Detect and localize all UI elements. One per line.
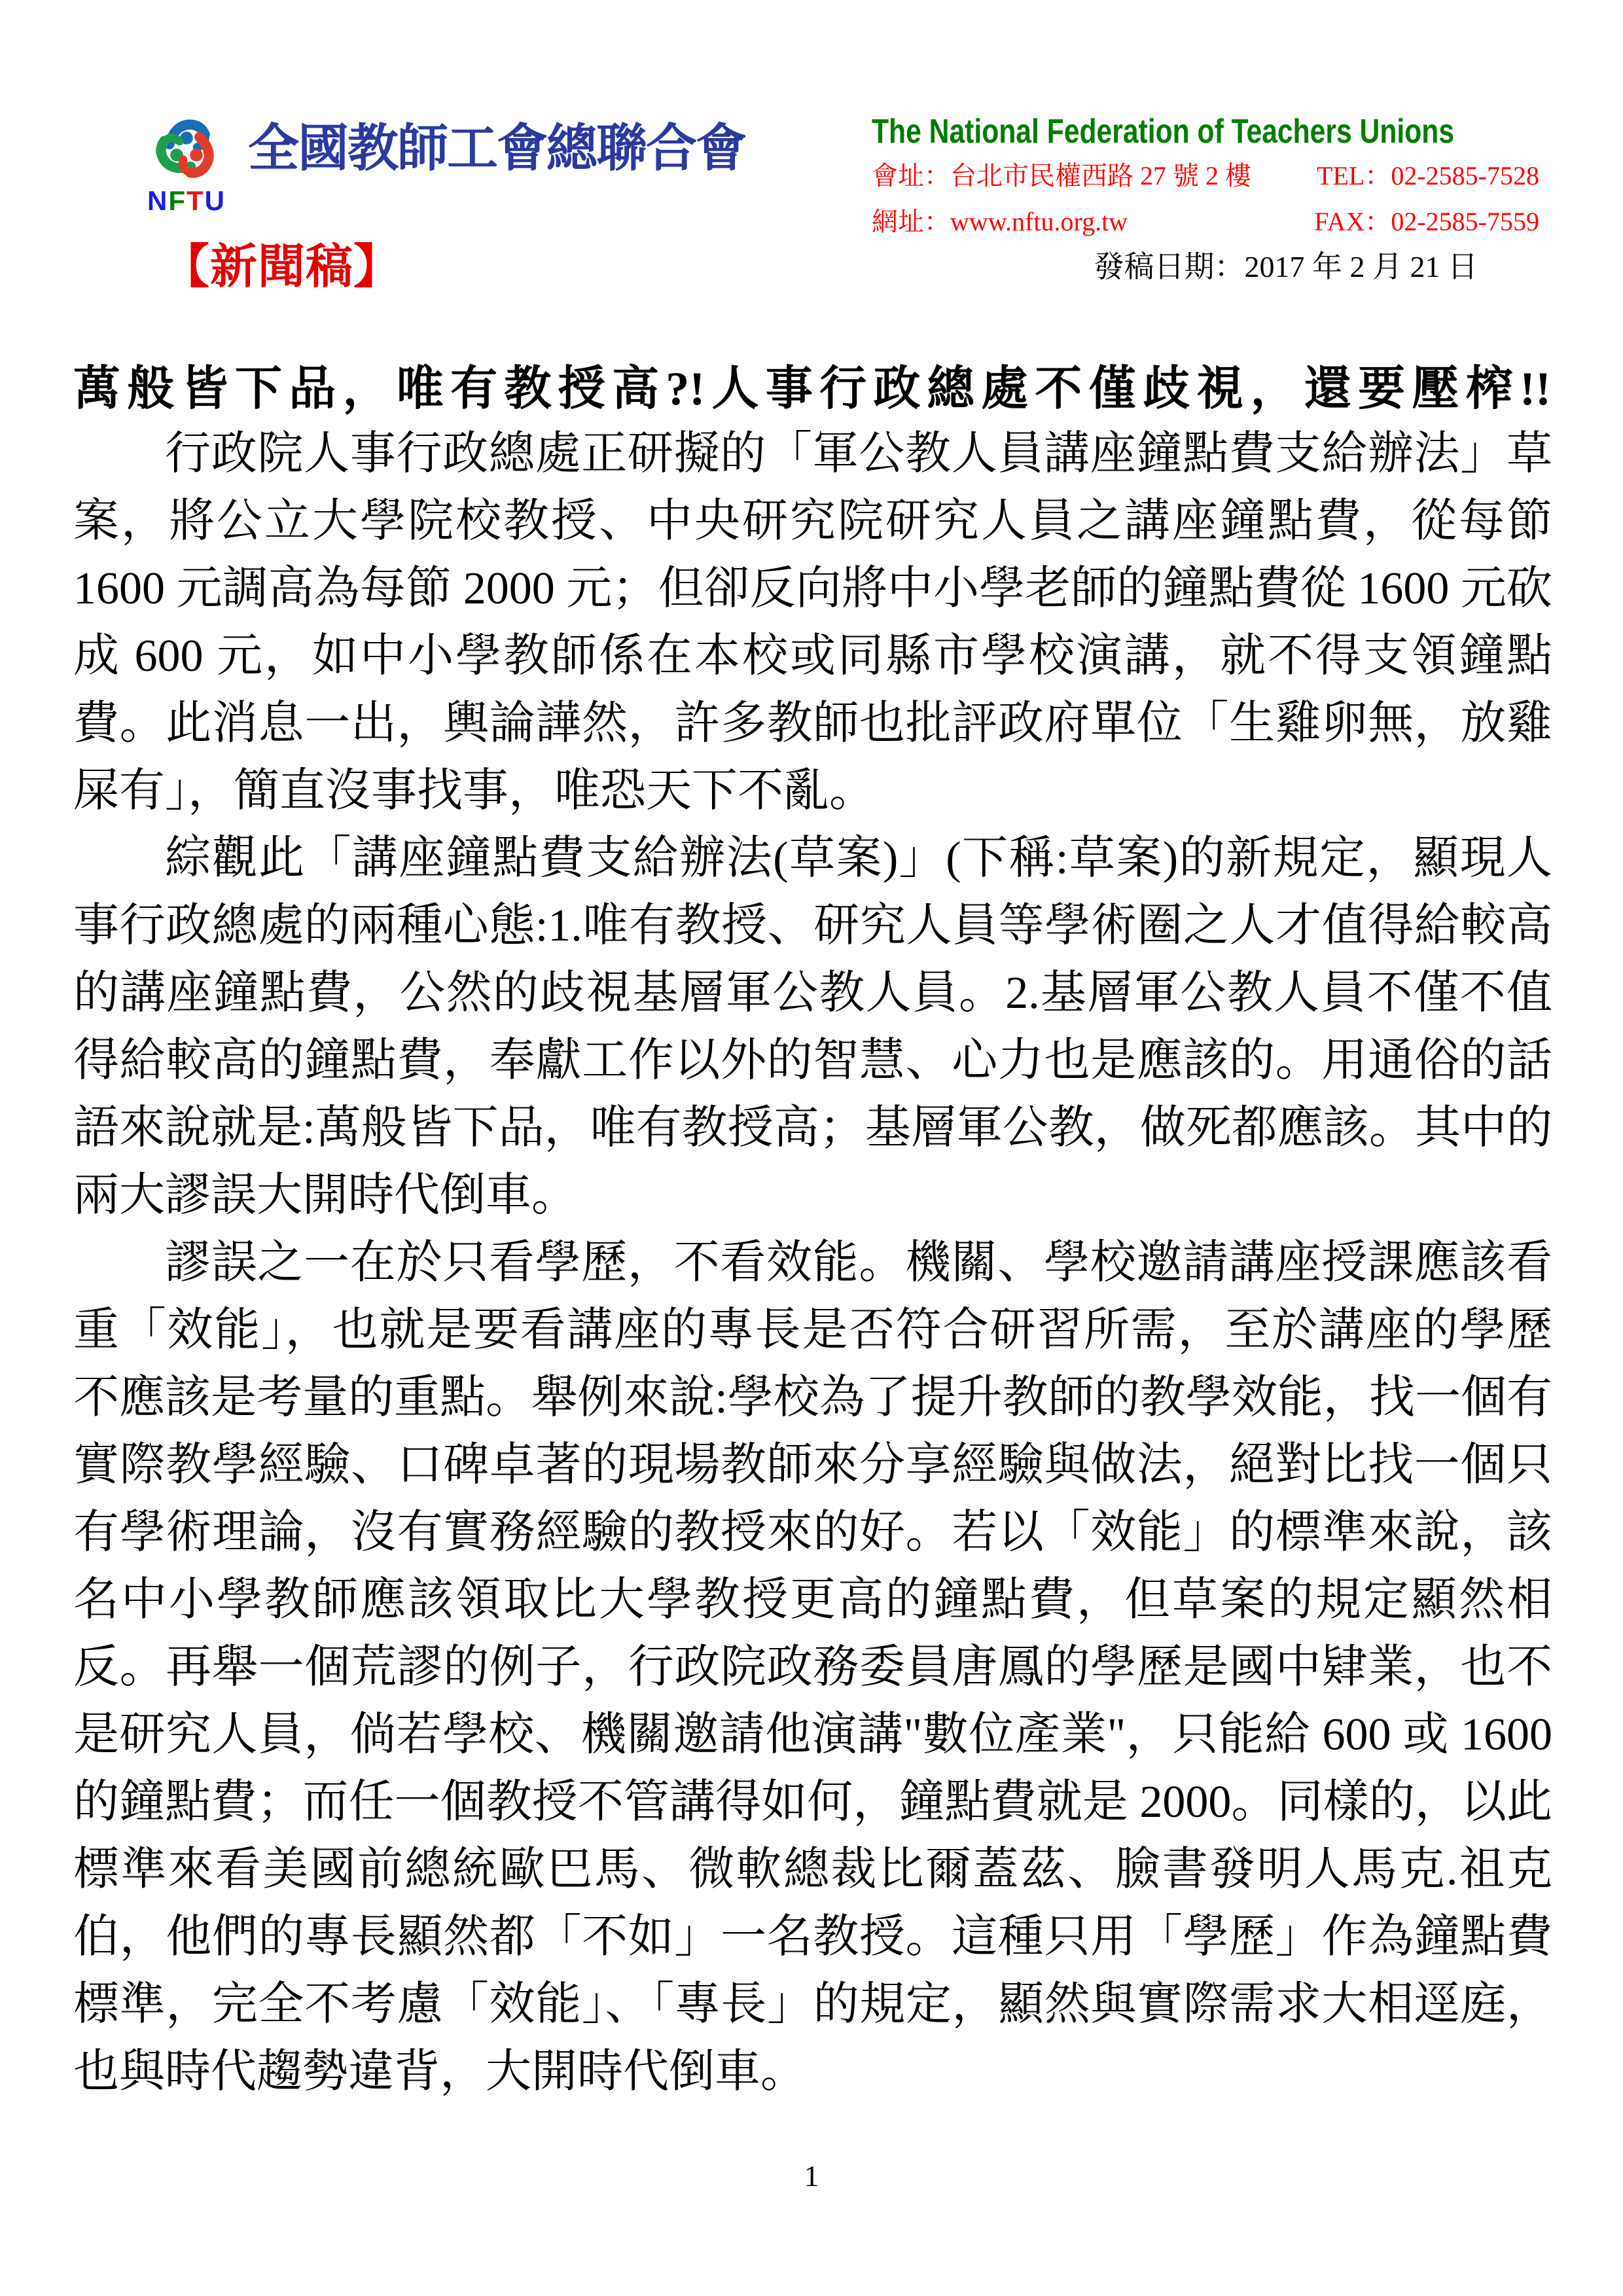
nftu-logo [134, 105, 239, 215]
nftu-letter: F [168, 185, 187, 216]
nftu-letter: U [204, 185, 226, 216]
nftu-logo-figures-icon [144, 105, 229, 191]
article-body [73, 420, 1552, 2106]
contact-row-address [872, 162, 1539, 190]
press-release-tag: 【新聞稿】 [162, 241, 402, 293]
org-name-en: The National Federation of Teachers Unions [872, 113, 1455, 151]
release-date: 發稿日期：2017 年 2 月 21 日 [1094, 250, 1478, 283]
org-name-zh: 全國教師工會總聯合會 [248, 120, 746, 177]
letterhead-contact [872, 105, 1539, 236]
nftu-letter: N [147, 185, 169, 216]
notice-row [162, 243, 1478, 291]
page-number: 1 [804, 2159, 819, 2193]
org-website: 網址：www.nftu.org.tw [872, 206, 1128, 236]
letterhead [134, 105, 1539, 236]
contact-row-web [872, 207, 1539, 236]
headline: 萬般皆下品，唯有教授高?!人事行政總處不僅歧視，還要壓榨!! [73, 363, 1551, 416]
paragraph: 謬誤之一在於只看學歷，不看效能。機關、學校邀請講座授課應該看重「效能」，也就是要看講座的專長是否符合研習所需，至於講座的學歷不應該是考量的重點。舉例來說:學校為了提升教師的教學效能，找一個有實際教學經驗、口碑卓著的現場教師來分享經驗與做法，絕對比找一個只有學術理論，沒有實務經驗的教授來的好。若以「效能」的標準來說，該名中小學教師應該領取比大學教授更高的鐘點費，但草案的規定顯然相反。再舉一個荒謬的例子，行政院政務委員唐鳳的學歷是國中肄業，也不是研究人員，倘若學校、機關邀請他演講"數位產業"，只能給 600 或 1600 的鐘點費；而任一個教授不管講得如何，鐘點費就是 2000。同樣的，以此標準來看美國前總統歐巴馬、微軟總裁比爾蓋茲、臉書發明人馬克.祖克伯，他們的專長顯然都「不如」一名教授。這種只用「學歷」作為鐘點費標準，完全不考慮「效能」、「專長」的規定，顯然與實際需求大相逕庭，也與時代趨勢違背，大開時代倒車。 [73, 1238, 1552, 2097]
paragraph: 綜觀此「講座鐘點費支給辦法(草案)」(下稱:草案)的新規定，顯現人事行政總處的兩種心態:1.唯有教授、研究人員等學術圈之人才值得給較高的講座鐘點費，公然的歧視基層軍公教人員。2.基層軍公教人員不僅不值得給較高的鐘點費，奉獻工作以外的智慧、心力也是應該的。用通俗的話語來說就是:萬般皆下品，唯有教授高；基層軍公教，做死都應該。其中的兩大謬誤大開時代倒車。 [73, 833, 1552, 1221]
nftu-letter: T [187, 185, 205, 216]
org-fax: FAX：02-2585-7559 [1314, 206, 1539, 236]
nftu-acronym [147, 187, 226, 215]
paragraph: 行政院人事行政總處正研擬的「軍公教人員講座鐘點費支給辦法」草案，將公立大學院校教授、中央研究院研究人員之講座鐘點費，從每節 1600 元調高為每節 2000 元；但卻反向將中小學老師的鐘點費從 1600 元砍成 600 元，如中小學教師係在本校或同縣市學校演講，就不得支領鐘點費。此消息一出，輿論譁然，許多教師也批評政府單位「生雞卵無，放雞屎有」，簡直沒事找事，唯恐天下不亂。 [73, 429, 1552, 816]
org-address: 會址：台北市民權西路 27 號 2 樓 [872, 160, 1251, 190]
org-tel: TEL：02-2585-7528 [1317, 160, 1539, 190]
